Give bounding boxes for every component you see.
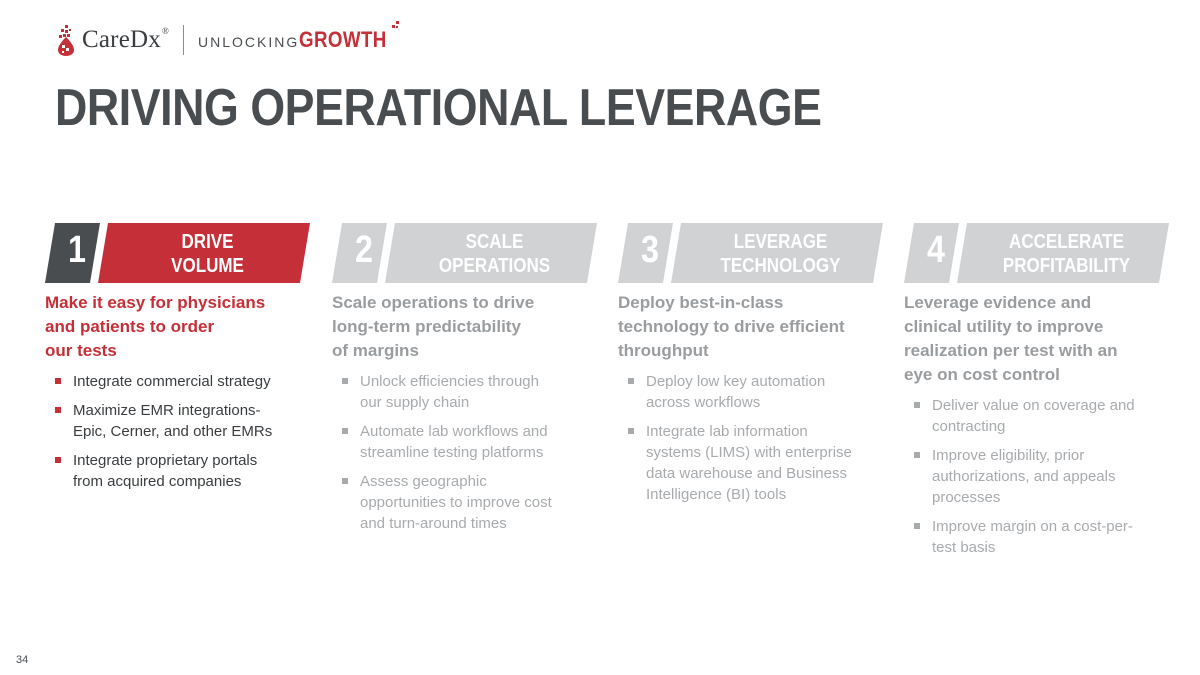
column-number: 4 (927, 229, 945, 271)
tagline (198, 27, 402, 53)
column-label: LEVERAGE TECHNOLOGY (720, 231, 841, 277)
column-label: ACCELERATE PROFITABILITY (1002, 231, 1131, 277)
caredx-logo-mark-icon (56, 23, 76, 57)
list-item: Unlock efficiencies through our supply chain (342, 371, 597, 413)
list-item: Integrate proprietary portals from acquired companies (55, 450, 310, 492)
brand-name: CareDx® (82, 26, 169, 53)
list-item: Automate lab workflows and streamline testing platforms (342, 421, 597, 463)
column-heading: Leverage evidence and clinical utility to improve realization per test with an eye on cost control (904, 293, 1118, 384)
tagline-thin: UNLOCKING (198, 34, 300, 50)
list-item: Assess geographic opportunities to improve cost and turn-around times (342, 471, 597, 534)
square-bullet-icon (914, 523, 920, 529)
square-bullet-icon (914, 402, 920, 408)
square-bullet-icon (55, 378, 61, 384)
bullet-list (332, 371, 597, 534)
list-item: Integrate lab information systems (LIMS) with enterprise data warehouse and Business Intelligence (BI) tools (628, 421, 883, 505)
square-bullet-icon (914, 452, 920, 458)
column-number: 3 (641, 229, 659, 271)
column-heading: Deploy best-in-class technology to drive efficient throughput (618, 293, 845, 360)
column-number: 1 (68, 229, 86, 271)
list-item: Deploy low key automation across workflows (628, 371, 883, 413)
caredx-logo (56, 20, 402, 60)
square-bullet-icon (342, 428, 348, 434)
square-bullet-icon (628, 428, 634, 434)
bullet-list (45, 371, 310, 492)
square-bullet-icon (628, 378, 634, 384)
list-item: Improve margin on a cost-per- test basis (914, 516, 1169, 558)
column-label: DRIVE VOLUME (171, 231, 244, 277)
column-scale-operations (332, 223, 597, 542)
column-banner (904, 223, 1169, 283)
column-banner (618, 223, 883, 283)
tagline-pixels-icon (386, 21, 400, 35)
square-bullet-icon (55, 407, 61, 413)
column-banner (45, 223, 310, 283)
logo-divider (183, 25, 184, 55)
column-leverage-technology (618, 223, 883, 513)
column-drive-volume (45, 223, 310, 500)
list-item: Improve eligibility, prior authorizations, and appeals processes (914, 445, 1169, 508)
page-number: 34 (16, 654, 29, 666)
list-item: Deliver value on coverage and contracting (914, 395, 1169, 437)
column-accelerate-profitability (904, 223, 1169, 566)
list-item: Maximize EMR integrations- Epic, Cerner, and other EMRs (55, 400, 310, 442)
column-label: SCALE OPERATIONS (438, 231, 551, 277)
column-heading: Scale operations to drive long-term predictability of margins (332, 293, 535, 360)
column-heading: Make it easy for physicians and patients to order our tests (45, 293, 266, 360)
column-banner (332, 223, 597, 283)
column-number: 2 (355, 229, 373, 271)
square-bullet-icon (55, 457, 61, 463)
page-title: DRIVING OPERATIONAL LEVERAGE (55, 79, 822, 137)
list-item: Integrate commercial strategy (55, 371, 310, 392)
bullet-list (904, 395, 1169, 558)
tagline-bold: GROWTH (299, 27, 387, 52)
bullet-list (618, 371, 883, 505)
square-bullet-icon (342, 378, 348, 384)
square-bullet-icon (342, 478, 348, 484)
